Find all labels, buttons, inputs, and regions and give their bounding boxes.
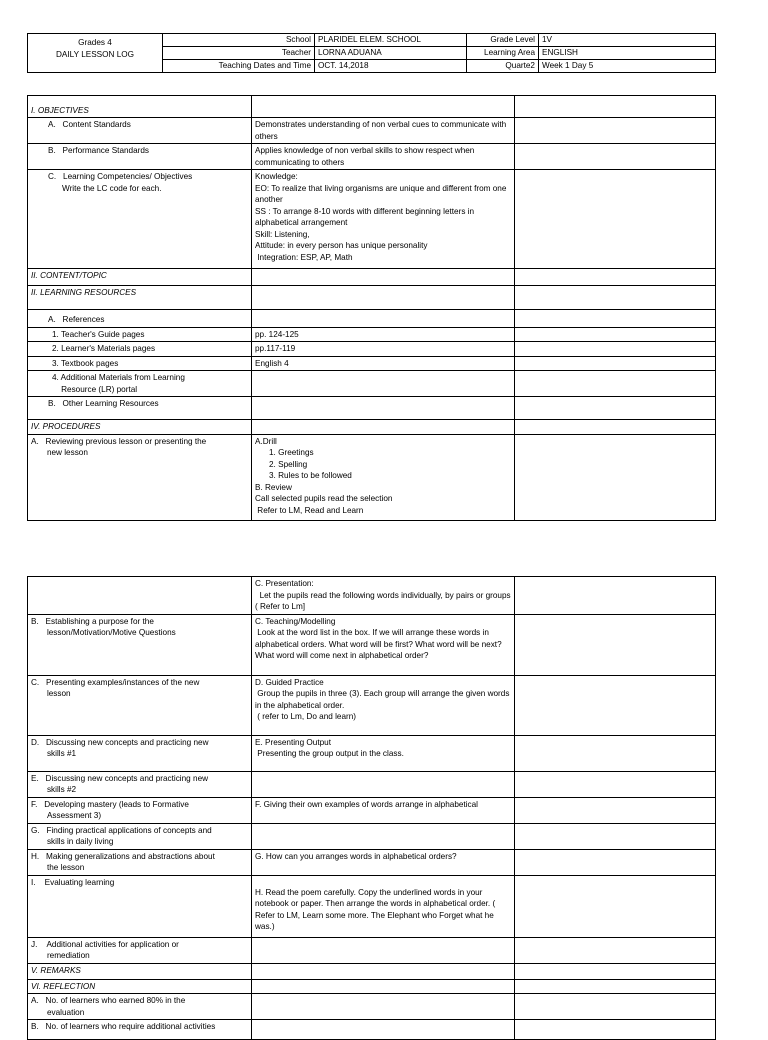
blank-cell: [252, 823, 515, 849]
blank-cell: [515, 849, 716, 875]
blank-cell: [515, 371, 716, 397]
reflection-b-label: B. No. of learners who require additional activities: [28, 1020, 252, 1040]
header-title-cell: [28, 34, 163, 73]
lesson-table-2: [27, 576, 716, 1040]
blank-cell: [252, 1020, 515, 1040]
reflection-heading: VI. REFLECTION: [28, 979, 252, 994]
textbook-value: English 4: [252, 356, 515, 371]
blank-cell: [252, 269, 515, 286]
blank-cell: [515, 310, 716, 328]
drill-item: 1. Greetings: [269, 448, 314, 457]
blank-cell: [252, 963, 515, 979]
blank-cell: [252, 420, 515, 435]
proc-a-value: [252, 434, 515, 520]
performance-standards-label: B. Performance Standards: [28, 144, 252, 170]
learners-materials-label: 2. Learner's Materials pages: [28, 342, 252, 357]
blank-cell: [515, 979, 716, 994]
blank-cell: [252, 371, 515, 397]
proc-g-label: G. Finding practical applications of concepts and skills in daily living: [28, 823, 252, 849]
proc-a-label: A. Reviewing previous lesson or presenting the new lesson: [28, 434, 252, 520]
drill-item: 2. Spelling: [269, 459, 308, 469]
blank-cell: [515, 118, 716, 144]
lesson-table-1: [27, 95, 716, 521]
blank-cell: [515, 823, 716, 849]
blank-cell: [515, 614, 716, 675]
header-table: [27, 33, 716, 73]
blank-cell: [515, 327, 716, 342]
competencies-note: Write the LC code for each.: [62, 183, 162, 193]
blank-cell: [515, 96, 716, 118]
proc-d-label: D. Discussing new concepts and practicing new skills #1: [28, 735, 252, 771]
blank-cell: [28, 577, 252, 615]
objectives-text: I. OBJECTIVES: [31, 105, 89, 115]
proc-f-label: F. Developing mastery (leads to Formative Assessment 3): [28, 797, 252, 823]
blank-cell: [515, 356, 716, 371]
blank-cell: [252, 994, 515, 1020]
competencies-label: [28, 170, 252, 269]
blank-cell: [252, 310, 515, 328]
teachers-guide-label: 1. Teacher's Guide pages: [28, 327, 252, 342]
proc-d-value: E. Presenting Output Presenting the group output in the class.: [252, 735, 515, 771]
learning-area-value: ENGLISH: [539, 47, 716, 60]
proc-h-value: G. How can you arranges words in alphabetical orders?: [252, 849, 515, 875]
blank-cell: [515, 286, 716, 310]
references-label: A. References: [28, 310, 252, 328]
performance-standards-value: Applies knowledge of non verbal skills to show respect when communicating to others: [252, 144, 515, 170]
grade-level-value: 1V: [539, 34, 716, 47]
teachers-guide-value: pp. 124-125: [252, 327, 515, 342]
proc-c-label: C. Presenting examples/instances of the new lesson: [28, 675, 252, 735]
competencies-title: C. Learning Competencies/ Objectives: [48, 172, 193, 181]
review-text: B. Review Call selected pupils read the selection Refer to LM, Read and Learn: [255, 482, 393, 515]
content-standards-label: A. Content Standards: [28, 118, 252, 144]
teacher-value: LORNA ADUANA: [315, 47, 467, 60]
drill-heading: A.Drill: [255, 436, 277, 446]
reflection-a-label: A. No. of learners who earned 80% in the evaluation: [28, 994, 252, 1020]
quarter-label: Quarte2: [467, 60, 539, 73]
blank-cell: [515, 994, 716, 1020]
blank-cell: [252, 286, 515, 310]
learning-resources-heading: II. LEARNING RESOURCES: [28, 286, 252, 310]
other-resources-label: B. Other Learning Resources: [28, 397, 252, 420]
presentation-value: C. Presentation: Let the pupils read the following words individually, by pairs or groups ( Refer to Lm]: [252, 577, 515, 615]
procedures-heading: IV. PROCEDURES: [28, 420, 252, 435]
blank-cell: [515, 170, 716, 269]
blank-cell: [252, 979, 515, 994]
learning-area-label: Learning Area: [467, 47, 539, 60]
proc-b-value: C. Teaching/Modelling Look at the word list in the box. If we will arrange these words in alphabetical orders. What word will be first? What word will be next? What word will come next in alphabetical order?: [252, 614, 515, 675]
quarter-value: Week 1 Day 5: [539, 60, 716, 73]
proc-j-label: J. Additional activities for application or remediation: [28, 937, 252, 963]
content-topic-heading: II. CONTENT/TOPIC: [28, 269, 252, 286]
blank-cell: [252, 397, 515, 420]
school-value: PLARIDEL ELEM. SCHOOL: [315, 34, 467, 47]
blank-cell: [515, 420, 716, 435]
blank-cell: [515, 771, 716, 797]
proc-i-label: I. Evaluating learning: [28, 875, 252, 937]
content-standards-value: Demonstrates understanding of non verbal cues to communicate with others: [252, 118, 515, 144]
proc-c-value: D. Guided Practice Group the pupils in three (3). Each group will arrange the given words in the alphabetical order. ( refer to Lm, Do and learn): [252, 675, 515, 735]
evaluation-text: H. Read the poem carefully. Copy the underlined words in your notebook or paper. Then arrange the words in alphabetical order. ( Refer to LM, Learn some more. The Elephant who Forget what he was.): [255, 887, 496, 931]
proc-b-label: B. Establishing a purpose for the lesson/Motivation/Motive Questions: [28, 614, 252, 675]
competencies-value: Knowledge: EO: To realize that living organisms are unique and different from one another SS : To arrange 8-10 words with different beginning letters in alphabetical arrangement Skill: Listening, Attitude: in every person has unique personality Integration: ESP, AP, Math: [252, 170, 515, 269]
blank-cell: [515, 1020, 716, 1040]
objectives-heading: [28, 96, 252, 118]
blank-cell: [515, 963, 716, 979]
blank-cell: [515, 875, 716, 937]
blank-cell: [252, 771, 515, 797]
additional-materials-label: 4. Additional Materials from Learning Resource (LR) portal: [28, 371, 252, 397]
blank-cell: [515, 735, 716, 771]
grade-level-label: Grade Level: [467, 34, 539, 47]
blank-cell: [515, 269, 716, 286]
blank-cell: [515, 937, 716, 963]
drill-item: 3. Rules to be followed: [269, 471, 352, 480]
dates-value: OCT. 14,2018: [315, 60, 467, 73]
learners-materials-value: pp.117-119: [252, 342, 515, 357]
proc-f-value: F. Giving their own examples of words arrange in alphabetical: [252, 797, 515, 823]
proc-e-label: E. Discussing new concepts and practicing new skills #2: [28, 771, 252, 797]
proc-i-value: [252, 875, 515, 937]
grade-heading: Grades 4: [78, 38, 112, 47]
blank-cell: [515, 342, 716, 357]
remarks-heading: V. REMARKS: [28, 963, 252, 979]
teacher-label: Teacher: [163, 47, 315, 60]
school-label: School: [163, 34, 315, 47]
log-title: DAILY LESSON LOG: [56, 50, 134, 59]
blank-cell: [252, 96, 515, 118]
blank-cell: [515, 675, 716, 735]
blank-cell: [515, 797, 716, 823]
blank-cell: [515, 144, 716, 170]
blank-cell: [515, 434, 716, 520]
blank-cell: [252, 937, 515, 963]
proc-h-label: H. Making generalizations and abstractions about the lesson: [28, 849, 252, 875]
dates-label: Teaching Dates and Time: [163, 60, 315, 73]
blank-cell: [515, 397, 716, 420]
textbook-label: 3. Textbook pages: [28, 356, 252, 371]
blank-cell: [515, 577, 716, 615]
